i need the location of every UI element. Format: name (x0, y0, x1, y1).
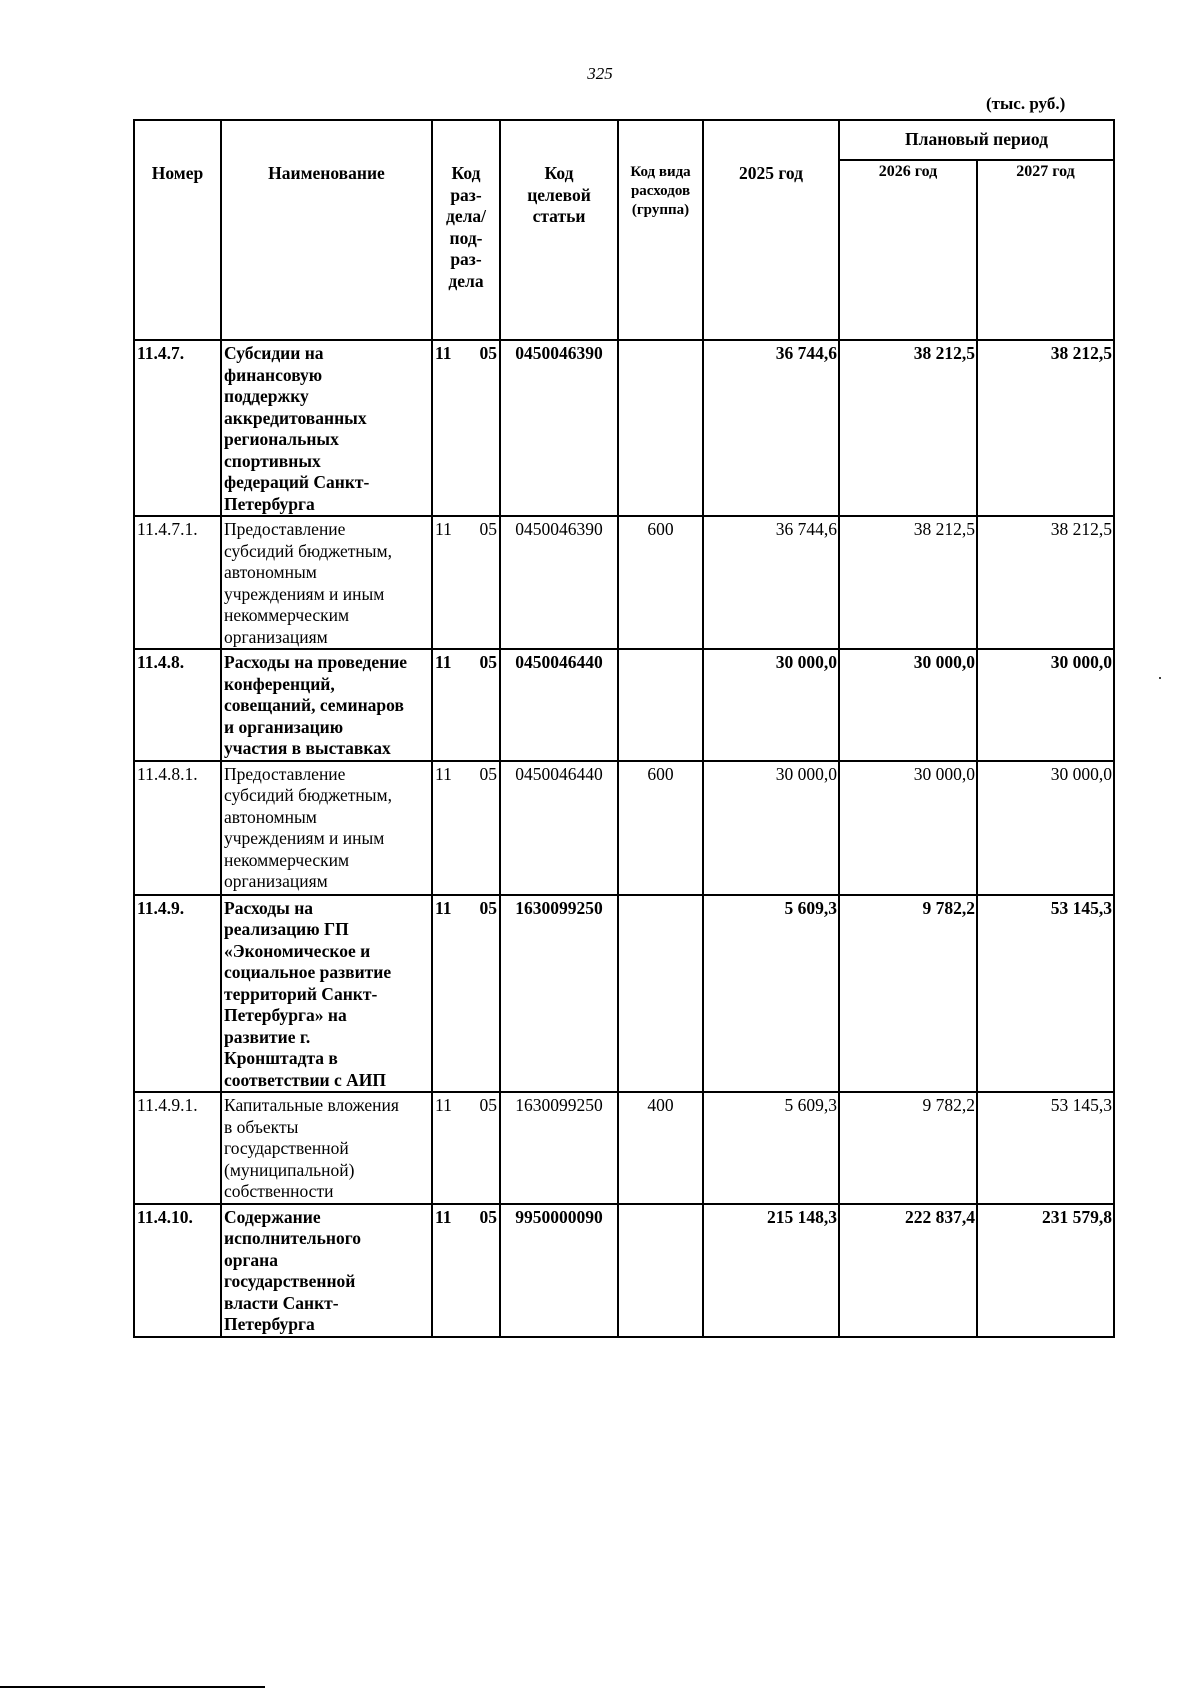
header-section-code: Код раз- дела/ под- раз- дела (432, 120, 500, 340)
row-target-code: 1630099250 (500, 1092, 618, 1204)
row-section-code (432, 895, 500, 1093)
row-name: Предоставление субсидий бюджетным, автономным учреждениям и иным некоммерческим организациям (221, 516, 432, 649)
row-amount-2026: 9 782,2 (839, 895, 977, 1093)
row-target-code: 1630099250 (500, 895, 618, 1093)
row-section-code (432, 649, 500, 761)
scan-artifact-dot (1159, 677, 1161, 679)
row-section-code (432, 761, 500, 895)
row-expense-type: 600 (618, 761, 703, 895)
row-amount-2026: 9 782,2 (839, 1092, 977, 1204)
header-name: Наименование (221, 120, 432, 340)
row-amount-2025: 36 744,6 (703, 340, 839, 516)
row-number: 11.4.7. (134, 340, 221, 516)
row-expense-type (618, 1204, 703, 1337)
row-number: 11.4.10. (134, 1204, 221, 1337)
table-row (134, 1204, 1114, 1337)
row-expense-type: 600 (618, 516, 703, 649)
row-expense-type (618, 895, 703, 1093)
row-target-code: 9950000090 (500, 1204, 618, 1337)
table-body (134, 340, 1114, 1337)
row-subsection: 05 (479, 1206, 497, 1227)
header-year-2027: 2027 год (977, 160, 1114, 340)
row-number: 11.4.7.1. (134, 516, 221, 649)
row-amount-2026: 30 000,0 (839, 761, 977, 895)
page-number: 325 (587, 64, 613, 83)
row-subsection: 05 (479, 763, 497, 784)
row-amount-2027: 30 000,0 (977, 649, 1114, 761)
row-number: 11.4.9.1. (134, 1092, 221, 1204)
table-row (134, 1092, 1114, 1204)
row-section-code (432, 516, 500, 649)
table-row (134, 761, 1114, 895)
row-number: 11.4.9. (134, 895, 221, 1093)
row-name: Предоставление субсидий бюджетным, автономным учреждениям и иным некоммерческим организациям (221, 761, 432, 895)
row-amount-2025: 215 148,3 (703, 1204, 839, 1337)
table-row (134, 649, 1114, 761)
row-section-code (432, 1092, 500, 1204)
row-amount-2025: 5 609,3 (703, 895, 839, 1093)
row-name: Капитальные вложения в объекты государственной (муниципальной) собственности (221, 1092, 432, 1204)
row-amount-2027: 30 000,0 (977, 761, 1114, 895)
row-expense-type: 400 (618, 1092, 703, 1204)
row-amount-2026: 30 000,0 (839, 649, 977, 761)
row-section: 11 (435, 1206, 452, 1227)
header-expense-type: Код вида расходов (группа) (618, 120, 703, 340)
header-number: Номер (134, 120, 221, 340)
row-subsection: 05 (479, 343, 497, 363)
row-section-code (432, 340, 500, 516)
row-amount-2025: 30 000,0 (703, 649, 839, 761)
budget-table (133, 119, 1115, 1338)
row-target-code: 0450046390 (500, 340, 618, 516)
row-amount-2027: 38 212,5 (977, 340, 1114, 516)
row-amount-2027: 38 212,5 (977, 516, 1114, 649)
scan-artifact-line (0, 1686, 265, 1688)
row-target-code: 0450046440 (500, 761, 618, 895)
row-name: Содержание исполнительного органа государственной власти Санкт- Петербурга (221, 1204, 432, 1337)
row-amount-2025: 5 609,3 (703, 1092, 839, 1204)
row-amount-2027: 231 579,8 (977, 1204, 1114, 1337)
row-subsection: 05 (479, 897, 497, 918)
row-section: 11 (435, 763, 452, 784)
row-amount-2025: 30 000,0 (703, 761, 839, 895)
row-amount-2025: 36 744,6 (703, 516, 839, 649)
row-target-code: 0450046440 (500, 649, 618, 761)
row-subsection: 05 (479, 1095, 497, 1115)
row-amount-2027: 53 145,3 (977, 1092, 1114, 1204)
row-section: 11 (435, 652, 452, 672)
row-amount-2026: 222 837,4 (839, 1204, 977, 1337)
header-target-code: Код целевой статьи (500, 120, 618, 340)
row-section: 11 (435, 1095, 452, 1115)
row-expense-type (618, 340, 703, 516)
row-section-code (432, 1204, 500, 1337)
row-number: 11.4.8.1. (134, 761, 221, 895)
table-row (134, 516, 1114, 649)
row-subsection: 05 (479, 519, 497, 539)
row-name: Расходы на проведение конференций, совещаний, семинаров и организацию участия в выставках (221, 649, 432, 761)
row-section: 11 (435, 897, 452, 918)
row-name: Расходы на реализацию ГП «Экономическое и социальное развитие территорий Санкт- Петербурга» на развитие г. Кронштадта в соответствии с АИП (221, 895, 432, 1093)
row-amount-2027: 53 145,3 (977, 895, 1114, 1093)
row-expense-type (618, 649, 703, 761)
table-row (134, 340, 1114, 516)
row-section: 11 (435, 343, 452, 363)
units-label: (тыс. руб.) (986, 94, 1066, 113)
header-year-2026: 2026 год (839, 160, 977, 340)
row-number: 11.4.8. (134, 649, 221, 761)
row-section: 11 (435, 519, 452, 539)
header-planned-period: Плановый период (839, 120, 1114, 160)
header-year-2025: 2025 год (703, 120, 839, 340)
table-row (134, 895, 1114, 1093)
row-subsection: 05 (479, 652, 497, 672)
row-name: Субсидии на финансовую поддержку аккредитованных региональных спортивных федераций Санкт- Петербурга (221, 340, 432, 516)
row-amount-2026: 38 212,5 (839, 340, 977, 516)
row-target-code: 0450046390 (500, 516, 618, 649)
row-amount-2026: 38 212,5 (839, 516, 977, 649)
